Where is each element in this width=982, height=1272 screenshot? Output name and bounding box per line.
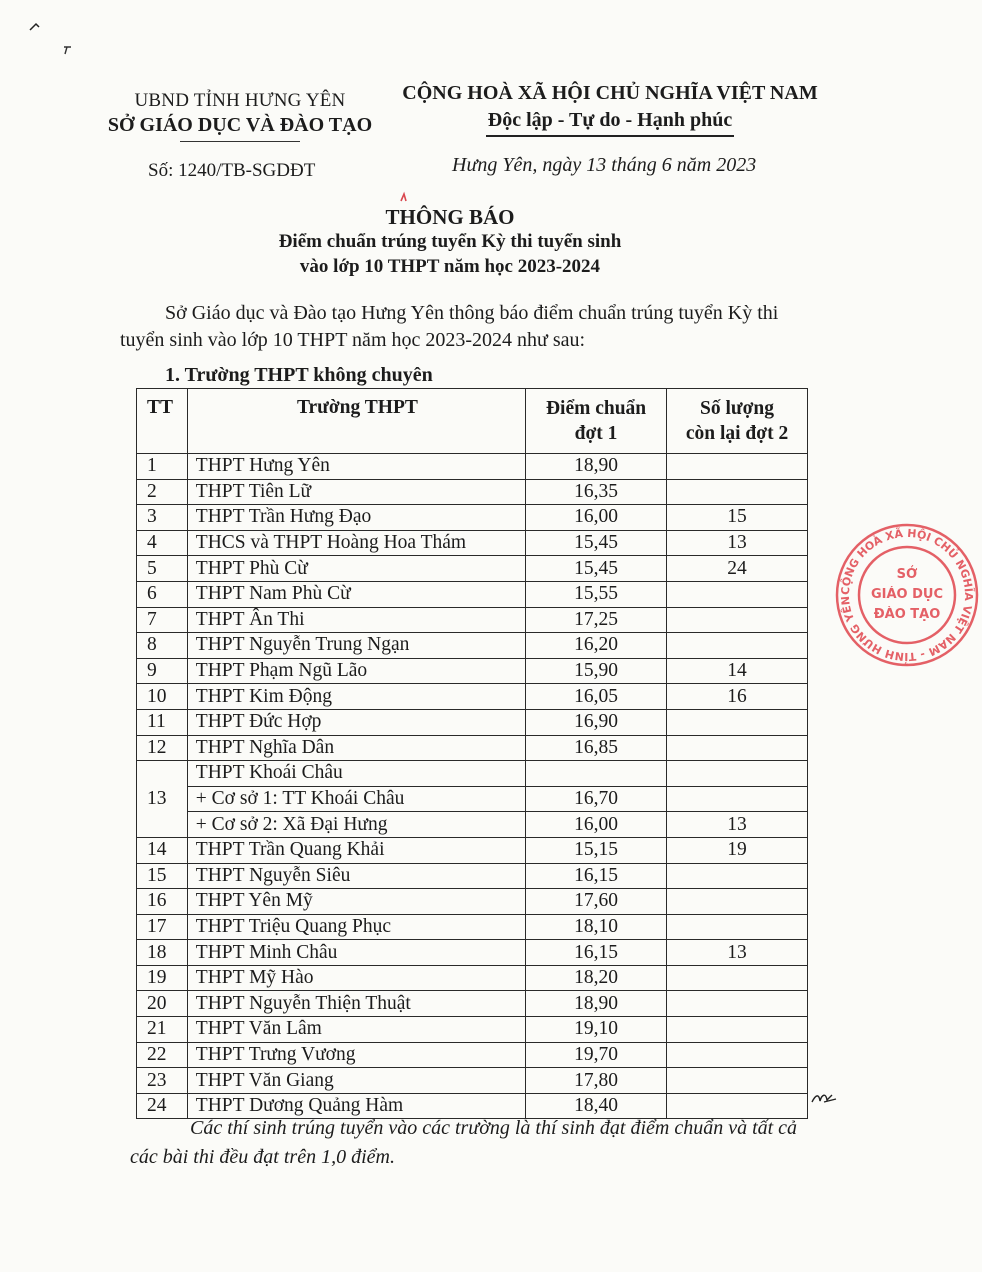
header-underline bbox=[180, 141, 300, 142]
document-title: THÔNG BÁO bbox=[385, 205, 515, 229]
row-score: 18,10 bbox=[526, 914, 667, 940]
row-school: THPT Khoái Châu bbox=[187, 761, 525, 787]
row-school: THPT Phạm Ngũ Lão bbox=[187, 658, 525, 684]
row-tt: 6 bbox=[137, 581, 188, 607]
admission-scores-table bbox=[136, 388, 808, 1119]
row-score: 17,80 bbox=[526, 1068, 667, 1094]
row-score: 17,25 bbox=[526, 607, 667, 633]
initial-signature-mark bbox=[810, 1090, 838, 1106]
row-tt: 20 bbox=[137, 991, 188, 1017]
row-remaining bbox=[667, 735, 808, 761]
row-remaining: 19 bbox=[667, 837, 808, 863]
row-school: THPT Trần Hưng Đạo bbox=[187, 505, 525, 531]
row-remaining bbox=[667, 1068, 808, 1094]
row-school: THCS và THPT Hoàng Hoa Thám bbox=[187, 530, 525, 556]
row-score: 16,05 bbox=[526, 684, 667, 710]
row-school: THPT Tiên Lữ bbox=[187, 479, 525, 505]
row-remaining bbox=[667, 991, 808, 1017]
row-remaining bbox=[667, 607, 808, 633]
document-subtitle-line2: vào lớp 10 THPT năm học 2023-2024 bbox=[299, 256, 601, 277]
row-remaining bbox=[667, 761, 808, 787]
table-header-row bbox=[137, 389, 808, 454]
row-tt: 22 bbox=[137, 1042, 188, 1068]
row-school: THPT Trưng Vương bbox=[187, 1042, 525, 1068]
document-number: Số: 1240/TB-SGDĐT bbox=[148, 160, 316, 181]
row-score: 16,85 bbox=[526, 735, 667, 761]
row-remaining bbox=[667, 889, 808, 915]
header-school: Trường THPT bbox=[187, 389, 525, 454]
table-row bbox=[137, 965, 808, 991]
seal-line3: ĐÀO TẠO bbox=[873, 607, 941, 622]
issuing-authority-block bbox=[100, 90, 380, 142]
scan-speck-mark bbox=[62, 44, 74, 56]
row-remaining: 13 bbox=[667, 940, 808, 966]
national-motto: Độc lập - Tự do - Hạnh phúc bbox=[487, 109, 733, 131]
section-heading: 1. Trường THPT không chuyên bbox=[165, 364, 433, 386]
row-school: THPT Mỹ Hào bbox=[187, 965, 525, 991]
row-tt: 23 bbox=[137, 1068, 188, 1094]
row-school: THPT Nghĩa Dân bbox=[187, 735, 525, 761]
row-remaining bbox=[667, 1017, 808, 1043]
row-score: 19,70 bbox=[526, 1042, 667, 1068]
row-school: THPT Triệu Quang Phục bbox=[187, 914, 525, 940]
table-row bbox=[137, 633, 808, 659]
row-campus2: + Cơ sở 2: Xã Đại Hưng bbox=[187, 812, 525, 838]
closing-note: Các thí sinh trúng tuyển vào các trường là thí sinh đạt điểm chuẩn và tất cả các bài thi đều đạt trên 1,0 điểm. bbox=[130, 1117, 798, 1168]
red-tick-mark bbox=[399, 192, 409, 204]
table-row bbox=[137, 556, 808, 582]
country-name: CỘNG HOÀ XÃ HỘI CHỦ NGHĨA VIỆT NAM bbox=[402, 82, 818, 104]
row-score: 15,55 bbox=[526, 581, 667, 607]
seal-ring-text: CỘNG HOÀ XÃ HỘI CHỦ NGHĨA VIỆT NAM - TỈNH HƯNG YÊN bbox=[838, 526, 976, 664]
row-remaining bbox=[667, 581, 808, 607]
header-score bbox=[526, 389, 667, 454]
row-remaining: 13 bbox=[667, 530, 808, 556]
row-school: THPT Trần Quang Khải bbox=[187, 837, 525, 863]
row-score: 16,90 bbox=[526, 709, 667, 735]
table-row bbox=[137, 735, 808, 761]
table-row bbox=[137, 454, 808, 480]
national-title-block bbox=[395, 82, 825, 137]
row-tt: 17 bbox=[137, 914, 188, 940]
official-seal-stamp bbox=[832, 520, 982, 670]
row-remaining: 14 bbox=[667, 658, 808, 684]
table-row bbox=[137, 837, 808, 863]
row-score: 16,15 bbox=[526, 863, 667, 889]
row-school: THPT Nam Phù Cừ bbox=[187, 581, 525, 607]
header-score-line1: Điểm chuẩn bbox=[545, 398, 647, 419]
seal-line2: GIÁO DỤC bbox=[870, 587, 944, 602]
row-remaining bbox=[667, 633, 808, 659]
row-tt: 1 bbox=[137, 454, 188, 480]
row-tt: 16 bbox=[137, 889, 188, 915]
row-remaining: 15 bbox=[667, 505, 808, 531]
row-score bbox=[526, 761, 667, 787]
table-row bbox=[137, 505, 808, 531]
header-remaining-line1: Số lượng bbox=[700, 398, 775, 419]
table-row bbox=[137, 863, 808, 889]
table-row-khoai-chau bbox=[137, 761, 808, 787]
row-tt: 19 bbox=[137, 965, 188, 991]
row-score: 17,60 bbox=[526, 889, 667, 915]
row-tt: 15 bbox=[137, 863, 188, 889]
header-remaining bbox=[667, 389, 808, 454]
table-row bbox=[137, 940, 808, 966]
row-tt: 18 bbox=[137, 940, 188, 966]
table-row-khoai-chau-campus2 bbox=[137, 812, 808, 838]
row-school: THPT Nguyễn Thiện Thuật bbox=[187, 991, 525, 1017]
row-remaining bbox=[667, 454, 808, 480]
row-score: 18,20 bbox=[526, 965, 667, 991]
row-campus1-score: 16,70 bbox=[526, 786, 667, 812]
row-score: 18,40 bbox=[526, 1093, 667, 1119]
header-remaining-line2: còn lại đợt 2 bbox=[685, 423, 789, 444]
row-remaining bbox=[667, 1042, 808, 1068]
row-tt: 2 bbox=[137, 479, 188, 505]
row-score: 16,00 bbox=[526, 505, 667, 531]
header-tt: TT bbox=[137, 389, 188, 454]
row-school: THPT Kim Động bbox=[187, 684, 525, 710]
row-tt: 5 bbox=[137, 556, 188, 582]
table-row bbox=[137, 709, 808, 735]
row-school: THPT Yên Mỹ bbox=[187, 889, 525, 915]
row-tt: 3 bbox=[137, 505, 188, 531]
row-remaining bbox=[667, 709, 808, 735]
intro-paragraph: Sở Giáo dục và Đào tạo Hưng Yên thông báo điểm chuẩn trúng tuyển Kỳ thi tuyển sinh vào lớp 10 THPT năm học 2023-2024 như sau: bbox=[120, 302, 779, 351]
table-row bbox=[137, 1017, 808, 1043]
row-campus1: + Cơ sở 1: TT Khoái Châu bbox=[187, 786, 525, 812]
seal-line1: SỞ bbox=[896, 567, 918, 582]
row-school: THPT Văn Lâm bbox=[187, 1017, 525, 1043]
row-score: 16,35 bbox=[526, 479, 667, 505]
row-tt: 13 bbox=[137, 761, 188, 838]
row-score: 18,90 bbox=[526, 454, 667, 480]
row-campus1-remaining bbox=[667, 786, 808, 812]
document-subtitle-line1: Điểm chuẩn trúng tuyển Kỳ thi tuyển sinh bbox=[278, 231, 622, 252]
row-tt: 24 bbox=[137, 1093, 188, 1119]
row-tt: 11 bbox=[137, 709, 188, 735]
row-school: THPT Đức Hợp bbox=[187, 709, 525, 735]
table-row bbox=[137, 991, 808, 1017]
table-row bbox=[137, 914, 808, 940]
row-campus2-remaining: 13 bbox=[667, 812, 808, 838]
row-school: THPT Nguyễn Siêu bbox=[187, 863, 525, 889]
row-remaining bbox=[667, 863, 808, 889]
row-score: 15,45 bbox=[526, 556, 667, 582]
row-score: 19,10 bbox=[526, 1017, 667, 1043]
row-remaining bbox=[667, 965, 808, 991]
row-school: THPT Phù Cừ bbox=[187, 556, 525, 582]
authority-name: UBND TỈNH HƯNG YÊN bbox=[134, 90, 346, 111]
row-school: THPT Hưng Yên bbox=[187, 454, 525, 480]
table-row bbox=[137, 684, 808, 710]
table-row bbox=[137, 1042, 808, 1068]
row-score: 15,15 bbox=[526, 837, 667, 863]
row-school: THPT Minh Châu bbox=[187, 940, 525, 966]
row-school: THPT Dương Quảng Hàm bbox=[187, 1093, 525, 1119]
row-tt: 8 bbox=[137, 633, 188, 659]
row-tt: 14 bbox=[137, 837, 188, 863]
place-and-date: Hưng Yên, ngày 13 tháng 6 năm 2023 bbox=[452, 154, 757, 176]
row-school: THPT Nguyễn Trung Ngạn bbox=[187, 633, 525, 659]
table-row bbox=[137, 1068, 808, 1094]
row-tt: 9 bbox=[137, 658, 188, 684]
row-tt: 7 bbox=[137, 607, 188, 633]
table-row bbox=[137, 607, 808, 633]
row-remaining: 16 bbox=[667, 684, 808, 710]
row-score: 15,90 bbox=[526, 658, 667, 684]
row-school: THPT Văn Giang bbox=[187, 1068, 525, 1094]
table-row bbox=[137, 530, 808, 556]
row-score: 16,20 bbox=[526, 633, 667, 659]
row-tt: 10 bbox=[137, 684, 188, 710]
row-remaining bbox=[667, 914, 808, 940]
row-campus2-score: 16,00 bbox=[526, 812, 667, 838]
table-row bbox=[137, 889, 808, 915]
table-row bbox=[137, 658, 808, 684]
row-tt: 4 bbox=[137, 530, 188, 556]
row-remaining: 24 bbox=[667, 556, 808, 582]
header-score-line2: đợt 1 bbox=[574, 423, 618, 444]
table-row-khoai-chau-campus1 bbox=[137, 786, 808, 812]
row-score: 15,45 bbox=[526, 530, 667, 556]
row-school: THPT Ân Thi bbox=[187, 607, 525, 633]
row-remaining bbox=[667, 479, 808, 505]
row-tt: 12 bbox=[137, 735, 188, 761]
row-tt: 21 bbox=[137, 1017, 188, 1043]
table-row bbox=[137, 581, 808, 607]
table-row bbox=[137, 479, 808, 505]
row-score: 16,15 bbox=[526, 940, 667, 966]
table-body bbox=[137, 454, 808, 1119]
motto-underline bbox=[486, 135, 734, 137]
scan-speck-mark bbox=[28, 20, 42, 34]
department-name: SỞ GIÁO DỤC VÀ ĐÀO TẠO bbox=[107, 114, 373, 136]
row-score: 18,90 bbox=[526, 991, 667, 1017]
